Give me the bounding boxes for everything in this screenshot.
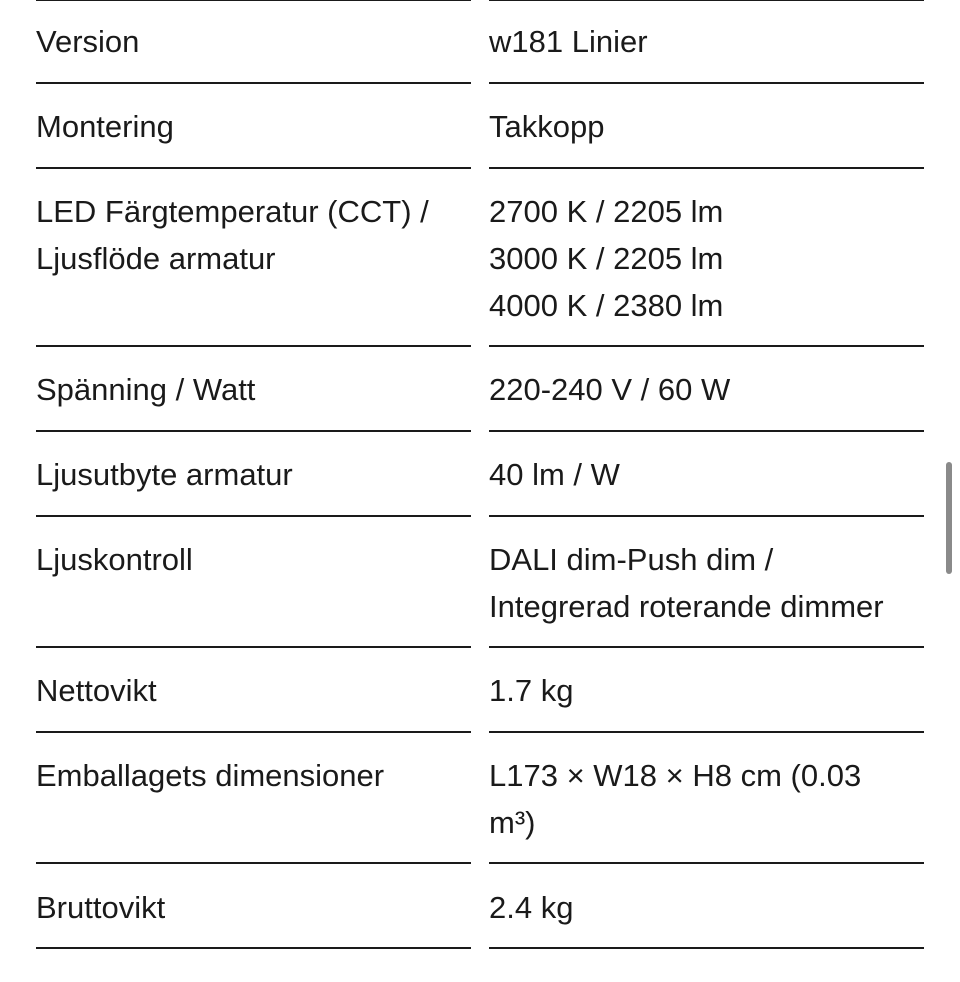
spec-label: Bruttovikt <box>36 890 166 925</box>
spec-label: Ljusutbyte armatur <box>36 457 293 492</box>
row-divider <box>36 430 471 432</box>
row-divider <box>36 167 471 169</box>
spec-label: Nettovikt <box>36 673 157 708</box>
row-divider <box>36 731 471 733</box>
spec-value: 220-240 V / 60 W <box>489 372 731 407</box>
row-divider <box>489 345 924 347</box>
spec-value: 40 lm / W <box>489 457 620 492</box>
spec-value: 2700 K / 2205 lm 3000 K / 2205 lm 4000 K / 2380 lm <box>489 194 724 323</box>
row-divider <box>489 646 924 648</box>
spec-value: 1.7 kg <box>489 673 574 708</box>
row-divider <box>489 82 924 84</box>
row-divider <box>489 947 924 949</box>
spec-value: w181 Linier <box>489 24 648 59</box>
row-divider <box>36 862 471 864</box>
spec-label: LED Färgtemperatur (CCT) / Ljusflöde armatur <box>36 194 429 276</box>
row-divider <box>489 430 924 432</box>
spec-value: DALI dim-Push dim / Integrerad roterande dimmer <box>489 542 884 624</box>
row-divider <box>489 0 924 1</box>
spec-label: Montering <box>36 109 174 144</box>
spec-label: Emballagets dimensioner <box>36 758 385 793</box>
row-divider <box>36 82 471 84</box>
row-divider <box>489 862 924 864</box>
spec-label: Version <box>36 24 140 59</box>
spec-label: Ljuskontroll <box>36 542 193 577</box>
spec-value: 2.4 kg <box>489 890 574 925</box>
row-divider <box>36 646 471 648</box>
row-divider <box>489 731 924 733</box>
spec-value: Takkopp <box>489 109 605 144</box>
row-divider <box>489 167 924 169</box>
spec-label: Spänning / Watt <box>36 372 256 407</box>
spec-value: L173 × W18 × H8 cm (0.03 m³) <box>489 758 862 840</box>
row-divider <box>489 515 924 517</box>
row-divider <box>36 515 471 517</box>
row-divider <box>36 947 471 949</box>
row-divider <box>36 345 471 347</box>
row-divider <box>36 0 471 1</box>
scrollbar-thumb[interactable] <box>946 462 952 574</box>
